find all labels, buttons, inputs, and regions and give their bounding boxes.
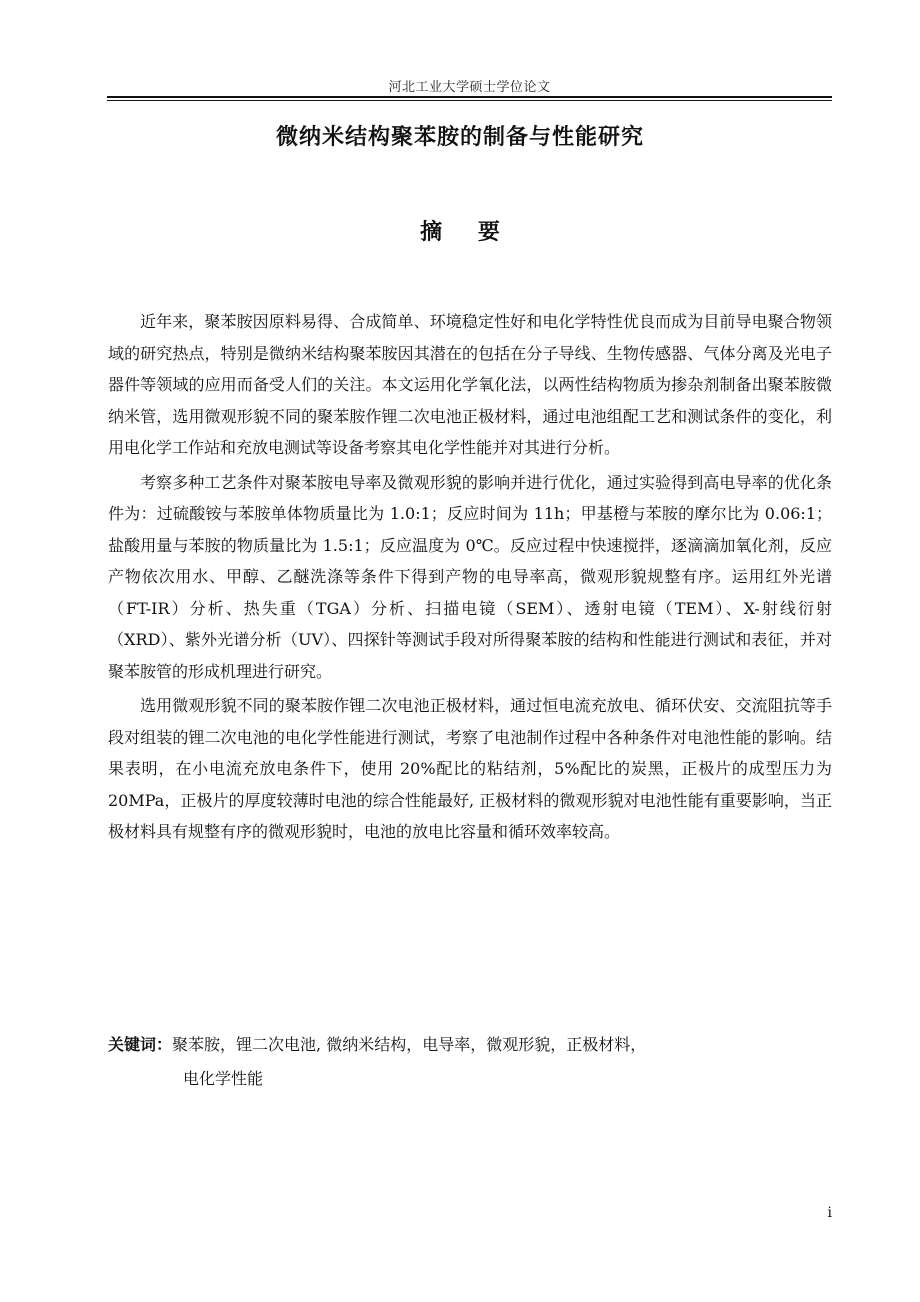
keywords-list: 聚苯胺，锂二次电池, 微纳米结构，电导率，微观形貌，正极材料， — [172, 1035, 647, 1054]
keywords-label: 关键词： — [108, 1035, 173, 1054]
abstract-heading: 摘 要 — [420, 220, 514, 245]
abstract-paragraph-3: 选用微观形貌不同的聚苯胺作锂二次电池正极材料，通过恒电流充放电、循环伏安、交流阻抗等手段对组装的锂二次电池的电化学性能进行测试，考察了电池制作过程中各种条件对电池性能的影响。结果表明，在小电流充放电条件下，使用 20%配比的粘结剂，5%配比的炭黑，正极片的成型压力为 20MPa，正极片的厚度较薄时电池的综合性能最好, 正极材料的微观形貌对电池性能有重要影响，当正极材料具有规整有序的微观形貌时，电池的放电比容量和循环效率较高。 — [108, 696, 832, 841]
thesis-title: 微纳米结构聚苯胺的制备与性能研究 — [275, 125, 644, 150]
keywords-line-2: 电化学性能 — [183, 1069, 264, 1088]
header-rule-thin — [107, 100, 832, 101]
abstract-body — [108, 306, 832, 848]
keywords-line-1 — [108, 1028, 832, 1062]
page-number: i — [827, 1205, 832, 1221]
keywords-block — [108, 1028, 832, 1096]
abstract-paragraph-2: 考察多种工艺条件对聚苯胺电导率及微观形貌的影响并进行优化，通过实验得到高电导率的优化条件为：过硫酸铵与苯胺单体物质量比为 1.0:1；反应时间为 11h；甲基橙与苯胺的摩尔比为 0.06:1；盐酸用量与苯胺的物质量比为 1.5:1；反应温度为 0℃。反应过程中快速搅拌，逐滴滴加氧化剂，反应产物依次用水、甲醇、乙醚洗涤等条件下得到产物的电导率高，微观形貌规整有序。运用红外光谱（FT-IR）分析、热失重（TGA）分析、扫描电镜（SEM）、透射电镜（TEM）、X-射线衍射（XRD）、紫外光谱分析（UV）、四探针等测试手段对所得聚苯胺的结构和性能进行测试和表征，并对聚苯胺管的形成机理进行研究。 — [108, 472, 832, 681]
header-rule-thick — [107, 96, 832, 98]
running-header: 河北工业大学硕士学位论文 — [388, 80, 551, 95]
abstract-paragraph-1: 近年来，聚苯胺因原料易得、合成简单、环境稳定性好和电化学特性优良而成为目前导电聚合物领域的研究热点，特别是微纳米结构聚苯胺因其潜在的包括在分子导线、生物传感器、气体分离及光电子器件等领域的应用而备受人们的关注。本文运用化学氧化法，以两性结构物质为掺杂剂制备出聚苯胺微纳米管，选用微观形貌不同的聚苯胺作锂二次电池正极材料，通过电池组配工艺和测试条件的变化，利用电化学工作站和充放电测试等设备考察其电化学性能并对其进行分析。 — [108, 312, 832, 457]
